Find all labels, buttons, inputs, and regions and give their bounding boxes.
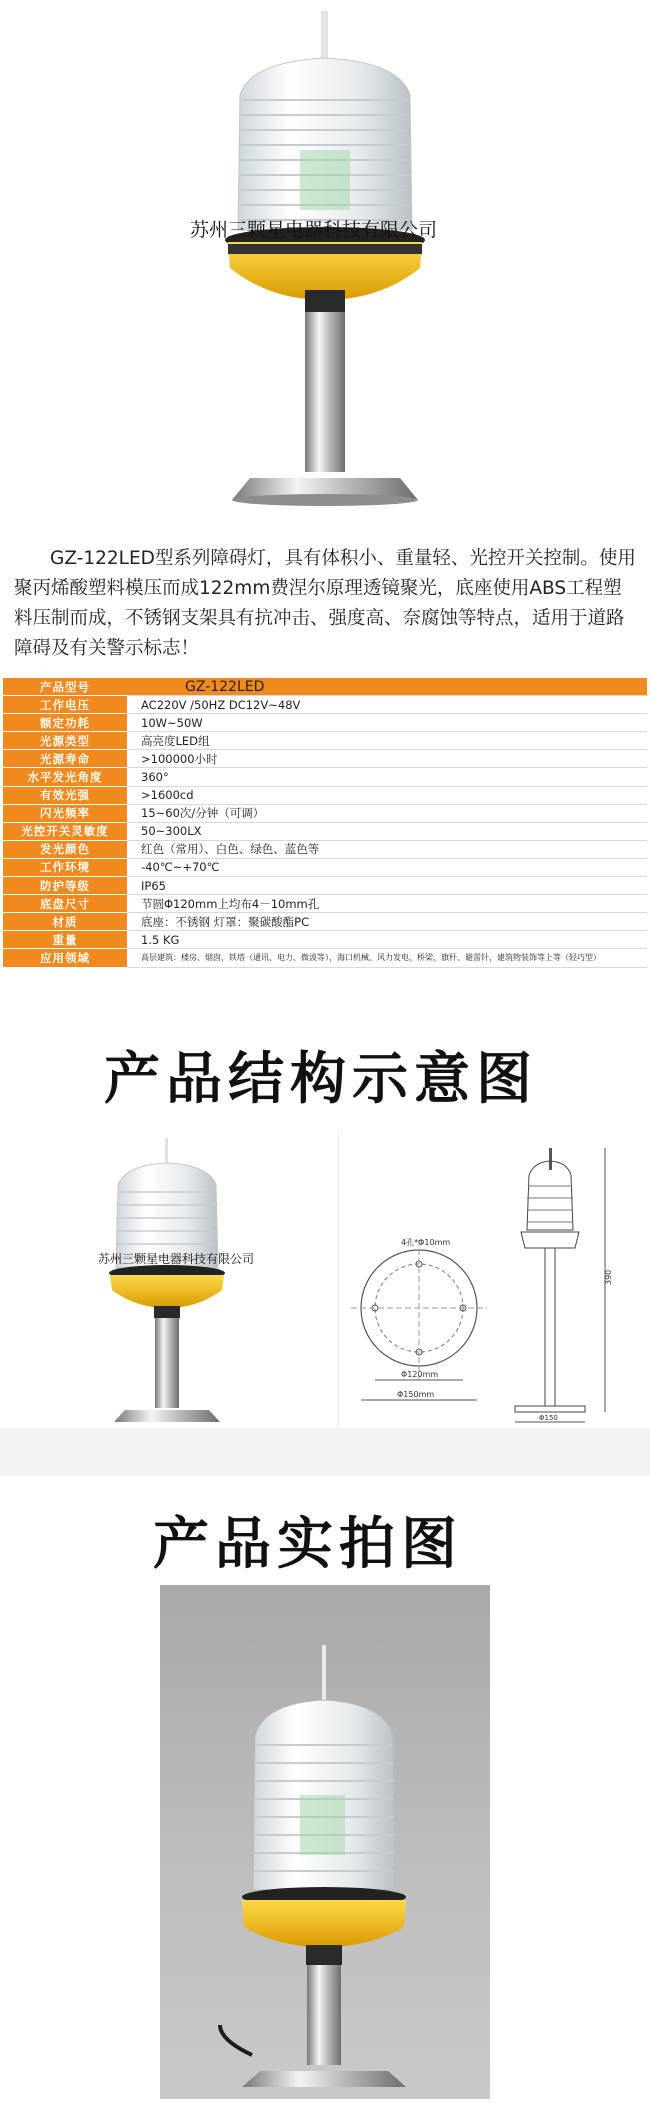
spec-value: 节圆Φ120mm上均布4－10mm孔 bbox=[135, 895, 647, 913]
spec-row bbox=[3, 804, 647, 822]
spec-gap bbox=[127, 822, 135, 840]
spec-value: 15~60次/分钟（可调） bbox=[135, 804, 647, 822]
hero-watermark: 苏州三颗星电器科技有限公司 bbox=[190, 219, 438, 241]
spec-row bbox=[3, 678, 647, 696]
spec-label: 发光颜色 bbox=[3, 840, 127, 858]
spec-gap bbox=[127, 949, 135, 967]
spec-row bbox=[3, 750, 647, 768]
spec-gap bbox=[127, 750, 135, 768]
spec-row bbox=[3, 696, 647, 714]
real-photo-illustration bbox=[160, 1585, 490, 2099]
section-title-photo: 产品实拍图 bbox=[153, 1512, 463, 1577]
spec-row bbox=[3, 714, 647, 732]
spec-gap bbox=[127, 858, 135, 876]
spec-value: 360° bbox=[135, 768, 647, 786]
height-dim-label: 390 bbox=[604, 1269, 613, 1285]
structure-diagram bbox=[338, 1130, 650, 1430]
spec-gap bbox=[127, 931, 135, 949]
dimension-drawing bbox=[339, 1130, 650, 1430]
spec-gap bbox=[127, 913, 135, 931]
product-intro-paragraph: GZ-122LED型系列障碍灯，具有体积小、重量轻、光控开关控制。使用聚丙烯酸塑料模压而成122mm费涅尔原理透镜聚光，底座使用ABS工程塑料压制而成，不锈钢支架具有抗冲击、强度高、奈腐蚀等特点，适用于道路障碍及有关警示标志！ bbox=[14, 548, 636, 659]
pitch-dim-label: Φ120mm bbox=[401, 1370, 439, 1379]
width-dim-label: Φ150 bbox=[539, 1414, 558, 1422]
spec-label: 底盘尺寸 bbox=[3, 895, 127, 913]
spec-label: 重量 bbox=[3, 931, 127, 949]
spec-row bbox=[3, 822, 647, 840]
spec-gap bbox=[127, 786, 135, 804]
spec-label: 光源类型 bbox=[3, 732, 127, 750]
holes-dim-label: 4孔*Φ10mm bbox=[401, 1238, 451, 1247]
spec-label: 材质 bbox=[3, 913, 127, 931]
spec-row bbox=[3, 931, 647, 949]
spec-gap bbox=[127, 678, 135, 696]
small-light-illustration bbox=[0, 1130, 335, 1430]
spec-row bbox=[3, 913, 647, 931]
spec-value: 高亮度LED组 bbox=[135, 732, 647, 750]
structure-product-photo bbox=[0, 1130, 335, 1430]
structure-bottom-strip bbox=[0, 1428, 650, 1476]
spec-value: 1.5 KG bbox=[135, 931, 647, 949]
spec-row bbox=[3, 895, 647, 913]
spec-row bbox=[3, 732, 647, 750]
spec-value: AC220V /50HZ DC12V~48V bbox=[135, 696, 647, 714]
spec-value: IP65 bbox=[135, 877, 647, 895]
spec-row bbox=[3, 840, 647, 858]
spec-value: 10W~50W bbox=[135, 714, 647, 732]
obstruction-light-illustration bbox=[0, 0, 650, 520]
spec-label: 额定功耗 bbox=[3, 714, 127, 732]
spec-label: 闪光频率 bbox=[3, 804, 127, 822]
spec-row bbox=[3, 949, 647, 967]
spec-label: 工作电压 bbox=[3, 696, 127, 714]
spec-label: 有效光强 bbox=[3, 786, 127, 804]
spec-value: >1600cd bbox=[135, 786, 647, 804]
spec-value: GZ-122LED bbox=[135, 678, 647, 696]
spec-label: 应用领域 bbox=[3, 949, 127, 967]
spec-value: -40℃~+70℃ bbox=[135, 858, 647, 876]
hero-product-image bbox=[0, 0, 650, 520]
spec-row bbox=[3, 786, 647, 804]
spec-label: 产品型号 bbox=[3, 678, 127, 696]
spec-table bbox=[3, 678, 647, 968]
spec-gap bbox=[127, 840, 135, 858]
spec-value: 红色（常用）、白色、绿色、蓝色等 bbox=[135, 840, 647, 858]
spec-gap bbox=[127, 714, 135, 732]
spec-gap bbox=[127, 877, 135, 895]
spec-row bbox=[3, 877, 647, 895]
spec-label: 水平发光角度 bbox=[3, 768, 127, 786]
section-title-structure: 产品结构示意图 bbox=[104, 1047, 538, 1112]
spec-row bbox=[3, 858, 647, 876]
spec-gap bbox=[127, 804, 135, 822]
spec-gap bbox=[127, 895, 135, 913]
spec-value: 高层建筑：楼房、烟囱，铁塔（通讯、电力、微波等），海口机械、风力发电、桥梁、旗杆、避雷针，建筑物装饰等上等（轻巧型） bbox=[135, 949, 647, 967]
spec-label: 工作环境 bbox=[3, 858, 127, 876]
real-product-photo bbox=[160, 1585, 490, 2099]
spec-value: >100000小时 bbox=[135, 750, 647, 768]
spec-label: 光源寿命 bbox=[3, 750, 127, 768]
spec-gap bbox=[127, 696, 135, 714]
spec-label: 防护等级 bbox=[3, 877, 127, 895]
spec-value: 底座：不锈钢 灯罩：聚碳酸酯PC bbox=[135, 913, 647, 931]
spec-gap bbox=[127, 732, 135, 750]
base-dim-label: Φ150mm bbox=[397, 1390, 435, 1399]
spec-row bbox=[3, 768, 647, 786]
spec-label: 光控开关灵敏度 bbox=[3, 822, 127, 840]
structure-watermark: 苏州三颗星电器科技有限公司 bbox=[98, 1252, 255, 1266]
spec-gap bbox=[127, 768, 135, 786]
spec-value: 50~300LX bbox=[135, 822, 647, 840]
